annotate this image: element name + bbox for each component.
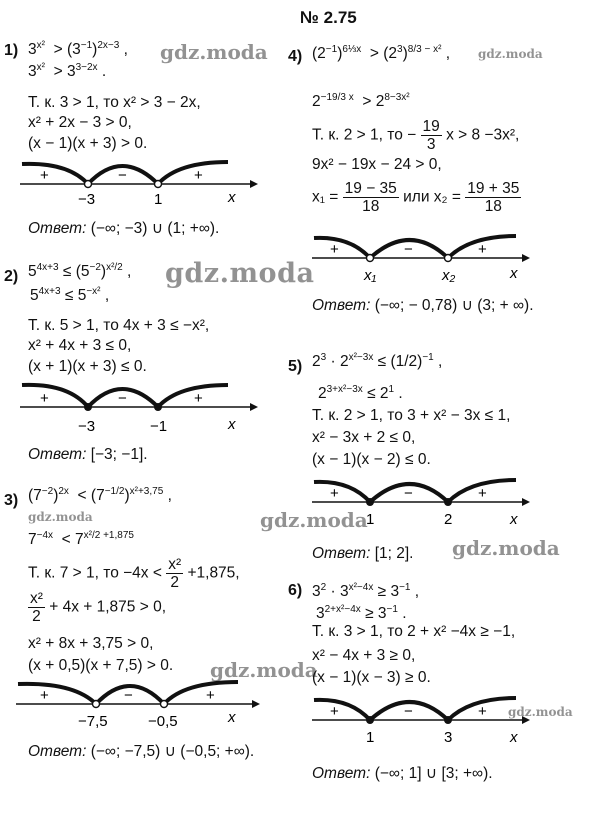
page-title: № 2.75 (300, 8, 357, 27)
text-line: x² − 3x + 2 ≤ 0, (312, 429, 416, 446)
answer: Ответ: (−∞; −7,5) ∪ (−0,5; +∞). (28, 743, 255, 760)
problem-number: 2) (4, 268, 19, 285)
watermark: gdz.moda (260, 508, 368, 532)
svg-text:−1: −1 (150, 418, 168, 435)
svg-text:+: + (206, 687, 215, 704)
svg-text:2: 2 (444, 511, 453, 528)
sign-label: − (118, 167, 127, 184)
svg-text:x: x (228, 416, 236, 433)
svg-text:−0,5: −0,5 (148, 713, 178, 730)
inequality-line: $3^{x^2} > 3^{3-2x}$ . (28, 62, 107, 81)
svg-text:x: x (510, 265, 518, 282)
answer: Ответ: (−∞; 1] ∪ [3; +∞). (312, 765, 493, 782)
text-line: (x − 1)(x + 3) > 0. (28, 135, 148, 152)
text-line: x² + 2x − 3 > 0, (28, 114, 132, 131)
point-label: 1 (154, 191, 163, 208)
svg-text:1: 1 (366, 511, 375, 528)
svg-text:3: 3 (444, 729, 453, 746)
answer: Ответ: (−∞; − 0,78) ∪ (3; + ∞). (312, 297, 534, 314)
svg-text:−: − (404, 703, 413, 720)
inequality-line: $5^{4x+3} \le (5^{-2})^{x^2/2}$ , (28, 262, 132, 281)
sign-label: + (194, 167, 203, 184)
svg-text:+: + (330, 485, 339, 502)
inequality-line: $3^{x^2} > (3^{-1})^{2x-3}$ , (28, 40, 128, 59)
text-line: (x − 1)(x − 2) ≤ 0. (312, 451, 431, 468)
inequality-line: $3^{2+x^2-4x} \ge 3^{-1}$ . (316, 604, 407, 623)
watermark: gdz.moda (165, 258, 315, 289)
answer: Ответ: (−∞; −3) ∪ (1; +∞). (28, 220, 220, 237)
svg-text:x: x (510, 729, 518, 746)
watermark: gdz.moda (28, 510, 93, 524)
text-line: Т. к. 3 > 1, то x² > 3 − 2x, (28, 94, 201, 111)
svg-text:−: − (404, 241, 413, 258)
inequality-line: $2^3 \cdot 2^{x^2-3x} \le (1/2)^{-1}$ , (312, 352, 443, 371)
text-line: 9x² − 19x − 24 > 0, (312, 156, 442, 173)
svg-text:x₂: x₂ (442, 267, 456, 284)
svg-text:+: + (194, 390, 203, 407)
svg-text:−: − (404, 485, 413, 502)
number-line-3 (14, 672, 274, 738)
svg-text:−7,5: −7,5 (78, 713, 108, 730)
watermark: gdz.moda (478, 47, 543, 61)
svg-text:+: + (330, 703, 339, 720)
point-label: −3 (78, 191, 96, 208)
number-line-1 (18, 152, 258, 218)
text-line: Т. к. 2 > 1, то 3 + x² − 3x ≤ 1, (312, 407, 511, 424)
text-line: x² − 4x + 3 ≥ 0, (312, 647, 416, 664)
answer: Ответ: [−3; −1]. (28, 446, 148, 463)
text-line: x² + 8x + 3,75 > 0, (28, 635, 154, 652)
problem-number: 5) (288, 358, 303, 375)
number-line-4 (310, 226, 550, 292)
inequality-line: $(2^{-1})^{6\frac{1}{3}x} > (2^3)^{8/3 - x^2}$ , (312, 44, 451, 63)
text-line: (x − 1)(x − 3) ≥ 0. (312, 669, 431, 686)
text-line: x₁ = $\frac{19 - 35}{18}$ или x₂ = $\frac{19 + 35}{18}$ (312, 180, 520, 215)
svg-text:−: − (124, 687, 133, 704)
svg-text:+: + (40, 390, 49, 407)
text-line: x² + 4x + 3 ≤ 0, (28, 337, 132, 354)
svg-text:−3: −3 (78, 418, 96, 435)
svg-text:+: + (478, 241, 487, 258)
number-line-6 (310, 688, 550, 754)
inequality-line: $3^2 \cdot 3^{x^2-4x} \ge 3^{-1}$ , (312, 582, 420, 601)
watermark: gdz.moda (210, 658, 318, 682)
sign-label: + (40, 167, 49, 184)
inequality-line: $5^{4x+3} \le 5^{-x^2}$ , (30, 286, 110, 305)
axis-var: x (228, 189, 236, 206)
watermark: gdz.moda (160, 40, 268, 64)
svg-text:+: + (478, 485, 487, 502)
problem-number: 4) (288, 48, 303, 65)
inequality-line: $(7^{-2})^{2x} < (7^{-1/2})^{x^2+3,75}$ , (28, 486, 172, 505)
svg-text:+: + (330, 241, 339, 258)
inequality-line: $2^{3+x^2-3x} \le 2^1$ . (318, 384, 403, 403)
svg-text:−: − (118, 390, 127, 407)
text-line: Т. к. 7 > 1, то −4x < $\frac{\text{x²}}{2}$ +1,875, (28, 556, 240, 591)
text-line: Т. к. 5 > 1, то 4x + 3 ≤ −x², (28, 317, 210, 334)
inequality-line: $2^{-19/3 x} > 2^{8-3x^2}$ (312, 92, 410, 111)
number-line-2 (18, 375, 258, 441)
watermark: gdz.moda (452, 536, 560, 560)
problem-number: 6) (288, 582, 303, 599)
text-line: Т. к. 2 > 1, то − $\frac{19}{3}$ x > 8 −3x², (312, 118, 520, 153)
svg-text:x₁: x₁ (364, 267, 377, 284)
svg-text:1: 1 (366, 729, 375, 746)
answer: Ответ: [1; 2]. (312, 545, 414, 562)
text-line: (x + 1)(x + 3) ≤ 0. (28, 358, 147, 375)
svg-text:+: + (478, 703, 487, 720)
text-line: (x + 0,5)(x + 7,5) > 0. (28, 657, 174, 674)
text-line: Т. к. 3 > 1, то 2 + x² −4x ≥ −1, (312, 623, 516, 640)
problem-number: 3) (4, 492, 19, 509)
svg-text:x: x (510, 511, 518, 528)
text-line: $\frac{\text{x²}}{2}$ + 4x + 1,875 > 0, (30, 590, 167, 625)
problem-number: 1) (4, 42, 19, 59)
svg-text:+: + (40, 687, 49, 704)
watermark: gdz.moda (508, 705, 573, 719)
inequality-line: $7^{-4x} < 7^{x^2/2 +1,875}$ (28, 530, 134, 549)
svg-text:x: x (228, 709, 236, 726)
